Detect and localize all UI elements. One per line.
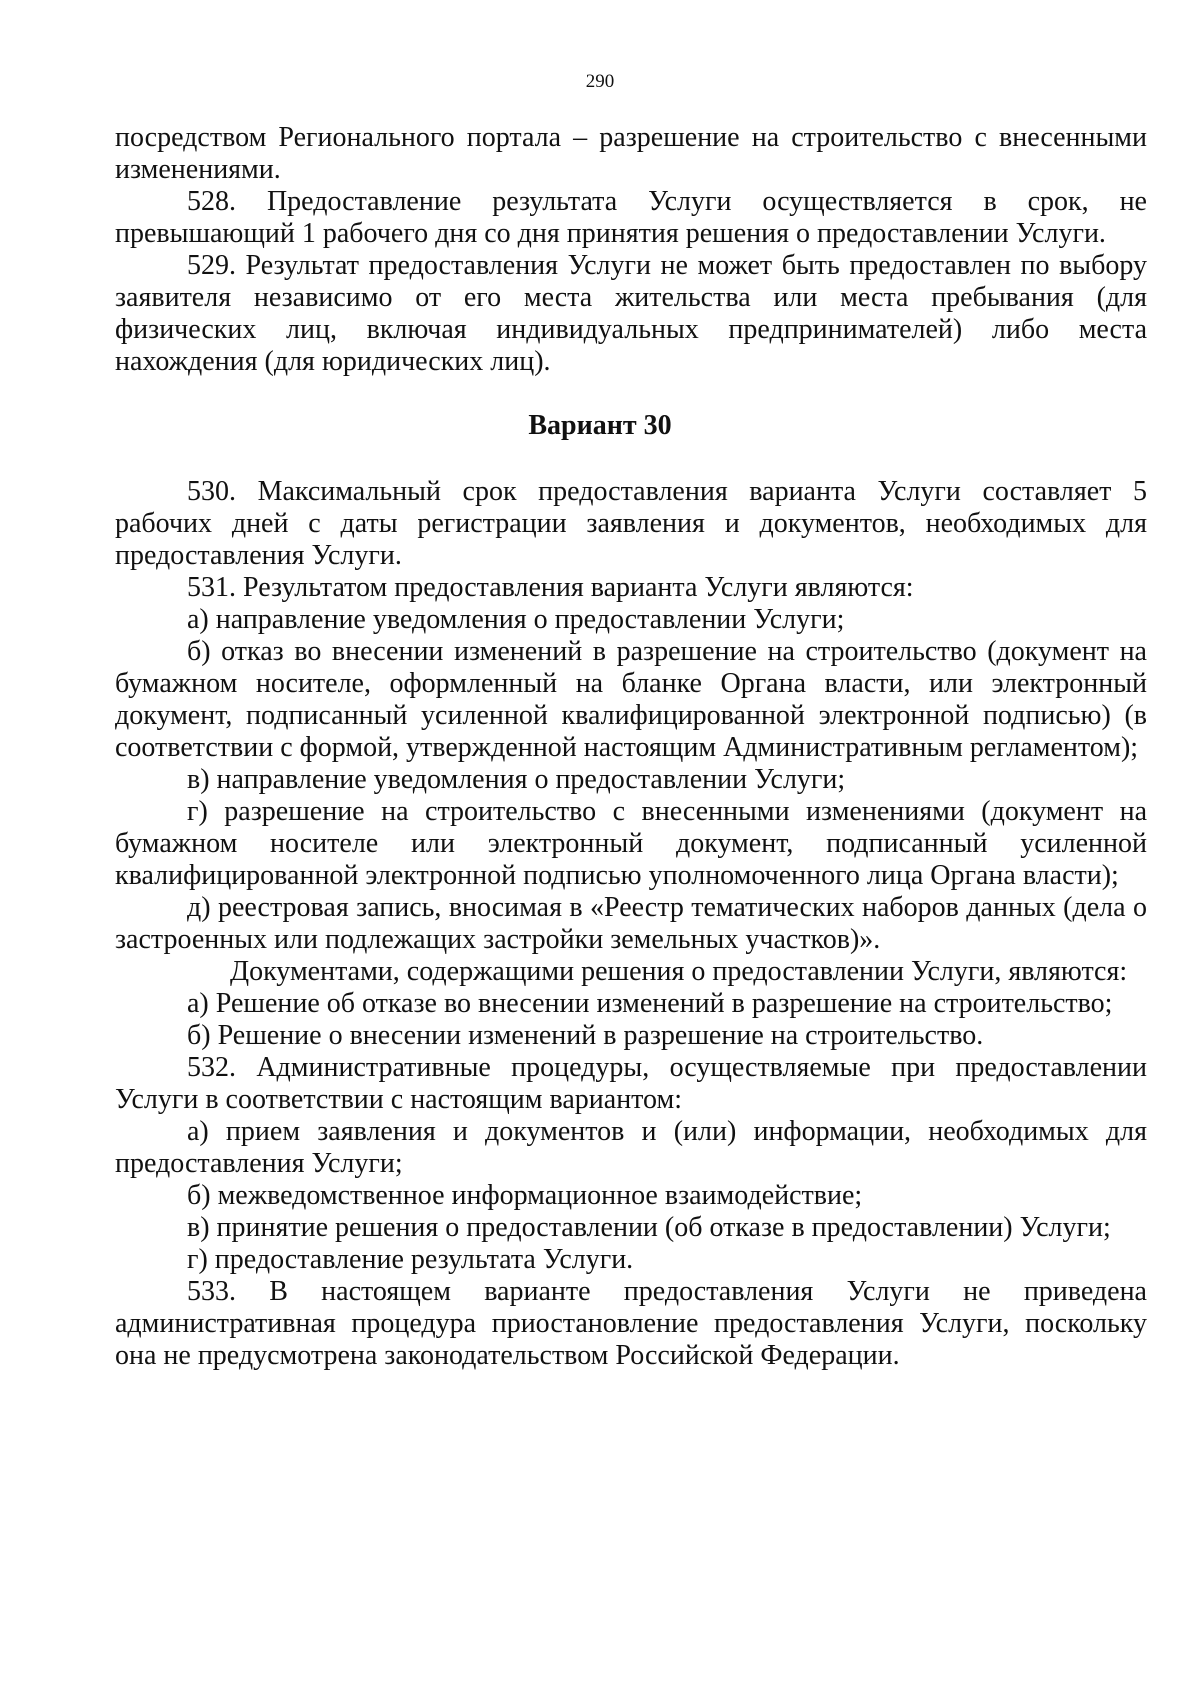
decision-item-a: а) Решение об отказе во внесении изменений в разрешение на строительство; [187, 988, 1113, 1019]
paragraph-531: 531. Результатом предоставления варианта Услуги являются: [187, 572, 914, 603]
list-item-v: в) направление уведомления о предоставлении Услуги; [187, 764, 846, 795]
top-text-block [115, 122, 1147, 378]
paragraph-continuation: посредством Регионального портала – разрешение на строительство с внесенными изменениями. [115, 122, 1147, 185]
section-text-block [115, 476, 1147, 1372]
page-number: 290 [585, 71, 615, 92]
procedure-item-a: а) прием заявления и документов и (или) информации, необходимых для предоставления Услуги; [115, 1116, 1147, 1179]
paragraph-532: 532. Административные процедуры, осуществляемые при предоставлении Услуги в соответствии с настоящим вариантом: [115, 1052, 1147, 1115]
section-heading: Вариант 30 [528, 410, 672, 441]
list-item-d: д) реестровая запись, вносимая в «Реестр тематических наборов данных (дела о застроенных или подлежащих застройки земельных участков)». [115, 892, 1147, 955]
procedure-item-b: б) межведомственное информационное взаимодействие; [187, 1180, 863, 1211]
list-item-b: б) отказ во внесении изменений в разрешение на строительство (документ на бумажном носителе, оформленный на бланке Органа власти, или электронный документ, подписанный усиленной квалифицированной электронной подписью) (в соответствии с формой, утвержденной настоящим Административным регламентом); [115, 636, 1147, 763]
paragraph-528: 528. Предоставление результата Услуги осуществляется в срок, не превышающий 1 рабочего дня со дня принятия решения о предоставлении Услуги. [115, 186, 1147, 249]
paragraph-530: 530. Максимальный срок предоставления варианта Услуги составляет 5 рабочих дней с даты регистрации заявления и документов, необходимых для предоставления Услуги. [115, 476, 1147, 571]
decision-documents-intro: Документами, содержащими решения о предоставлении Услуги, являются: [230, 956, 1128, 987]
paragraph-529: 529. Результат предоставления Услуги не может быть предоставлен по выбору заявителя независимо от его места жительства или места пребывания (для физических лиц, включая индивидуальных предпринимателей) либо места нахождения (для юридических лиц). [115, 250, 1147, 377]
list-item-g: г) разрешение на строительство с внесенными изменениями (документ на бумажном носителе или электронный документ, подписанный усиленной квалифицированной электронной подписью уполномоченного лица Органа власти); [115, 796, 1147, 891]
list-item-a: а) направление уведомления о предоставлении Услуги; [187, 604, 845, 635]
procedure-item-g: г) предоставление результата Услуги. [187, 1244, 634, 1275]
decision-item-b: б) Решение о внесении изменений в разрешение на строительство. [187, 1020, 984, 1051]
paragraph-533: 533. В настоящем варианте предоставления Услуги не приведена административная процедура приостановление предоставления Услуги, поскольку она не предусмотрена законодательством Российской Федерации. [115, 1276, 1147, 1371]
procedure-item-v: в) принятие решения о предоставлении (об отказе в предоставлении) Услуги; [187, 1212, 1111, 1243]
